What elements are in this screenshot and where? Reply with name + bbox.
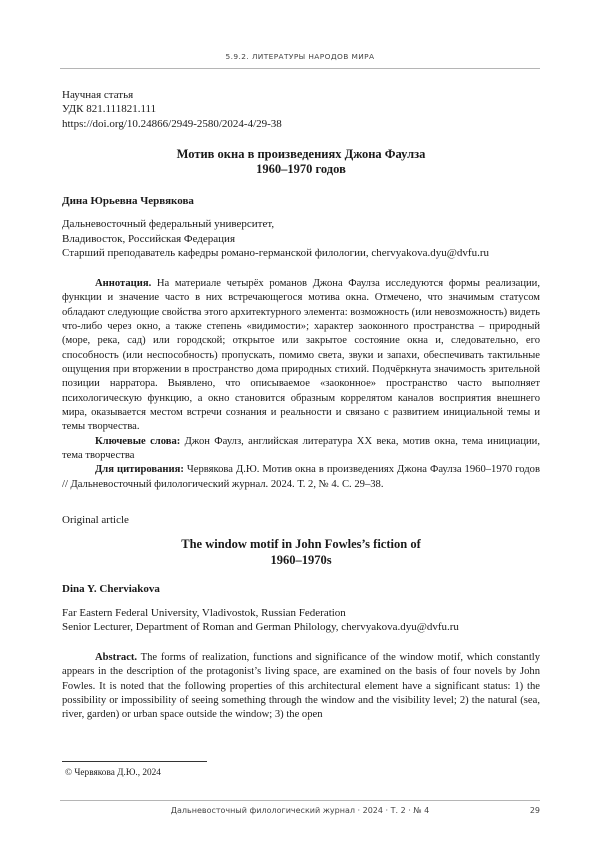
copyright-note: © Червякова Д.Ю., 2024 — [65, 768, 161, 778]
abstract-text: На материале четырёх романов Джона Фаулза исследуются формы реализации, функции и значение часто в них встречающегося мотива окна. Отмечено, что значимым статусом обладают следующие свойства этого архитектурного элемента: возможность (или невозможность) видеть что-либо через окно, а также степень «видимости»; характер заоконного пространства – природный (море, река, сад) или городской; открытое или закрытое состояние окна и, следовательно, его способность (или неспособность) пропускать, помимо света, звуки и запахи, обеспечивать тактильные ощущения при вторжении в пространство дома природных стихий. Подчёркнута значимость зрительной позиции нарратора. Выявлено, что описываемое «заоконное» пространство часто выполняет психологическую функцию, а окно становится образным коррелятом каналов восприятия внешнего мира, оказывается местом встречи сознания и реальности и связано с развитием инициальной темы и темы творчества. — [62, 278, 540, 432]
affiliation-line: Far Eastern Federal University, Vladivostok, Russian Federation — [62, 606, 540, 621]
affiliation-line: Дальневосточный федеральный университет, — [62, 217, 540, 232]
udk-code: УДК 821.111821.111 — [62, 102, 540, 116]
abstract-text: The forms of realization, functions and significance of the window motif, which constantly appears in the description of the protagonist’s living space, are examined on the basis of four novels by John Fowles. It is noted that the following properties of this architectural element have a significant status: 1) the possibility or impossibility of seeing something through the window and the visibility level; 2) the natural (sea, river, garden) or urban space outside the window; 3) the open — [62, 652, 540, 720]
article-page — [0, 0, 600, 848]
title-en-line2: 1960–1970s — [62, 553, 540, 569]
keywords-text: Джон Фаулз, английская литература XX века, мотив окна, тема инициации, тема творчества — [62, 436, 540, 461]
title-ru-line2: 1960–1970 годов — [62, 162, 540, 177]
abstract-label: Аннотация. — [95, 278, 151, 289]
abstract-ru — [62, 277, 540, 435]
article-type-en: Original article — [62, 513, 540, 527]
title-en-line1: The window motif in John Fowles’s fiction of — [62, 537, 540, 553]
author-name-ru: Дина Юрьевна Червякова — [62, 194, 540, 208]
footnote-divider — [62, 761, 207, 762]
title-ru-line1: Мотив окна в произведениях Джона Фаулза — [62, 147, 540, 162]
keywords-label: Ключевые слова: — [95, 436, 180, 447]
keywords-ru — [62, 435, 540, 464]
article-meta — [62, 88, 540, 131]
footer-divider — [60, 800, 540, 801]
doi-link[interactable]: https://doi.org/10.24866/2949-2580/2024-4/29-38 — [62, 117, 540, 131]
affiliation-line: Старший преподаватель кафедры романо-германской филологии, chervyakova.dyu@dvfu.ru — [62, 246, 540, 261]
citation-text: Червякова Д.Ю. Мотив окна в произведениях Джона Фаулза 1960–1970 годов // Дальневосточный филологический журнал. 2024. Т. 2, № 4. С. 29–38. — [62, 464, 540, 489]
running-footer: Дальневосточный филологический журнал · 2024 · Т. 2 · № 4 — [0, 806, 600, 815]
page-number: 29 — [530, 806, 540, 815]
affiliation-en — [62, 606, 540, 635]
affiliation-ru — [62, 217, 540, 261]
affiliation-line: Владивосток, Российская Федерация — [62, 232, 540, 247]
article-title-en — [62, 537, 540, 568]
running-header: 5.9.2. ЛИТЕРАТУРЫ НАРОДОВ МИРА — [0, 52, 600, 61]
affiliation-line: Senior Lecturer, Department of Roman and German Philology, chervyakova.dyu@dvfu.ru — [62, 620, 540, 635]
citation-ru — [62, 463, 540, 492]
article-title-ru — [62, 147, 540, 177]
article-type: Научная статья — [62, 88, 540, 102]
abstract-en — [62, 651, 540, 722]
abstract-label: Abstract. — [95, 652, 137, 663]
header-divider — [60, 68, 540, 69]
article-content — [62, 88, 540, 722]
author-name-en: Dina Y. Cherviakova — [62, 582, 540, 596]
citation-label: Для цитирования: — [95, 464, 184, 475]
